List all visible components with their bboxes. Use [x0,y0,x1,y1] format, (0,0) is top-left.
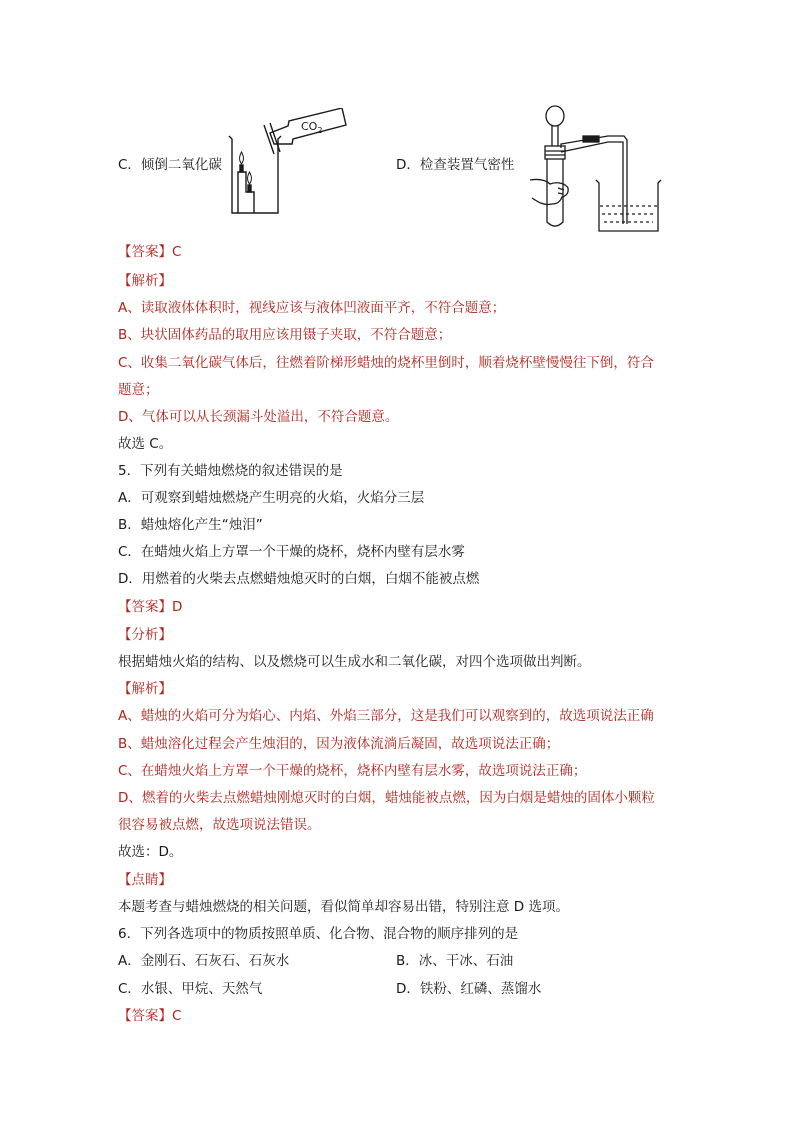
q5-conclusion: 故选：D。 [118,844,183,860]
q4-analysis-line: B、块状固体药品的取用应该用镊子夹取，不符合题意； [118,327,452,343]
q5-analysis-line: 很容易被点燃，故选项说法错误。 [118,817,321,833]
q5-option-b: B．蜡烛熔化产生“烛泪” [118,517,263,533]
q5-answer: 【答案】D [118,599,183,615]
q4-analysis-line: A、读取液体体积时，视线应该与液体凹液面平齐，不符合题意； [118,300,506,316]
q5-option-a: A．可观察到蜡烛燃烧产生明亮的火焰，火焰分三层 [118,490,425,506]
q6-option-d: D．铁粉、红磷、蒸馏水 [396,981,542,997]
q6-option-a: A．金刚石、石灰石、石灰水 [118,953,290,969]
q4-conclusion: 故选 C。 [118,436,173,452]
q4-analysis-heading: 【解析】 [118,273,172,289]
pour-co2-diagram [226,108,356,220]
q5-stem: 5．下列有关蜡烛燃烧的叙述错误的是 [118,463,343,479]
q4-analysis-line: 题意； [118,382,159,398]
q6-answer: 【答案】C [118,1008,182,1024]
q4-answer: 【答案】C [118,244,182,260]
q5-dianjing-text: 本题考查与蜡烛燃烧的相关问题，看似简单却容易出错，特别注意 D 选项。 [118,899,569,915]
q5-option-c: C．在蜡烛火焰上方罩一个干燥的烧杯，烧杯内壁有层水雾 [118,544,465,560]
q6-option-b: B．冰、干冰、石油 [396,953,514,969]
airtightness-diagram [528,98,678,234]
q5-analysis-heading: 【解析】 [118,681,172,697]
option-d-airtightness: D．检查装置气密性 [396,157,515,173]
q6-stem: 6．下列各选项中的物质按照单质、化合物、混合物的顺序排列的是 [118,926,519,942]
q5-option-d: D．用燃着的火柴去点燃蜡烛熄灭时的白烟，白烟不能被点燃 [118,571,480,587]
q5-analysis-line: D、燃着的火柴去点燃蜡烛刚熄灭时的白烟，蜡烛能被点燃，因为白烟是蜡烛的固体小颗粒 [118,790,655,806]
q6-option-c: C．水银、甲烷、天然气 [118,981,263,997]
q4-analysis-line: C、收集二氧化碳气体后，往燃着阶梯形蜡烛的烧杯里倒时，顺着烧杯壁慢慢往下倒，符合 [118,355,654,371]
q4-analysis-line: D、气体可以从长颈漏斗处溢出，不符合题意。 [118,409,399,425]
q5-fenxi-text: 根据蜡烛火焰的结构、以及燃烧可以生成水和二氧化碳，对四个选项做出判断。 [118,654,591,670]
q5-analysis-line: B、蜡烛溶化过程会产生烛泪的，因为液体流淌后凝固，故选项说法正确； [118,736,560,752]
co2-label: $CO_2$ [301,120,323,135]
q5-analysis-line: C、在蜡烛火焰上方罩一个干燥的烧杯，烧杯内壁有层水雾，故选项说法正确； [118,763,587,779]
option-c-pour-co2: C．倾倒二氧化碳 [118,157,222,173]
q5-analysis-line: A、蜡烛的火焰可分为焰心、内焰、外焰三部分，这是我们可以观察到的，故选项说法正确 [118,708,654,724]
q5-fenxi-heading: 【分析】 [118,627,172,643]
q5-dianjing-heading: 【点睛】 [118,872,172,888]
